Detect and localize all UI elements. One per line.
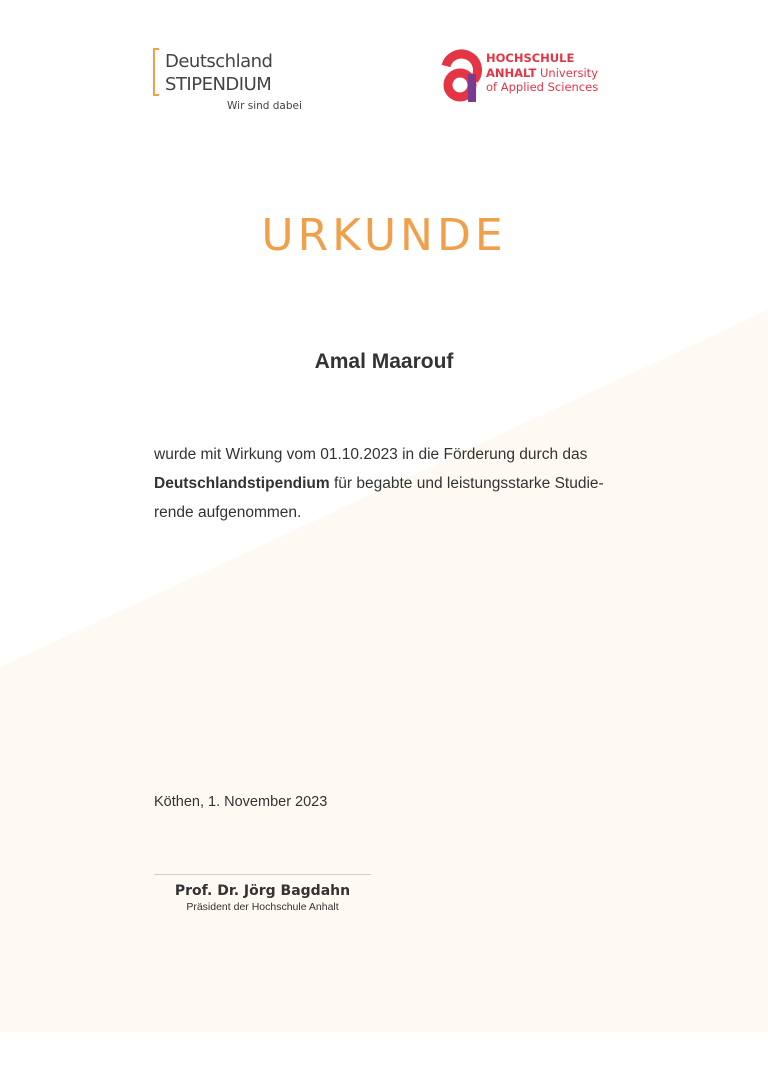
- logo-text-university: University: [536, 65, 598, 80]
- logo-text-stipendium: STIPENDIUM: [165, 74, 272, 95]
- body-text-program: Deutschlandstipendium: [154, 475, 330, 492]
- signatory-role: Präsident der Hochschule Anhalt: [186, 901, 339, 913]
- logo-text-hochschule: HOCHSCHULE: [486, 51, 575, 65]
- logo-text-anhalt: ANHALT: [486, 65, 537, 80]
- hochschule-anhalt-logo: [438, 48, 618, 108]
- recipient-name: Amal Maarouf: [314, 350, 454, 373]
- logo-text-applied-sciences: of Applied Sciences: [486, 80, 599, 94]
- deutschlandstipendium-logo: [153, 47, 313, 117]
- signature-line: [154, 874, 371, 875]
- place-and-date: Köthen, 1. November 2023: [154, 794, 328, 810]
- certificate-title: URKUNDE: [261, 210, 507, 261]
- logo-tagline: Wir sind dabei: [227, 100, 302, 112]
- logo-text-deutschland: Deutschland: [165, 51, 273, 72]
- body-text-part1: wurde mit Wirkung vom 01.10.2023 in die Förderung durch das: [154, 446, 588, 463]
- logo-text-anhalt-line: [486, 66, 598, 81]
- signatory-name: Prof. Dr. Jörg Bagdahn: [174, 883, 351, 899]
- body-text-part2: für begabte und leistungsstarke Studie-: [329, 475, 604, 492]
- bracket-icon: [153, 48, 159, 96]
- anhalt-a-mark-icon: [438, 48, 484, 104]
- body-text-part3: rende aufgenommen.: [154, 504, 302, 521]
- certificate-body: [154, 440, 624, 527]
- anhalt-logo-text: [486, 51, 598, 95]
